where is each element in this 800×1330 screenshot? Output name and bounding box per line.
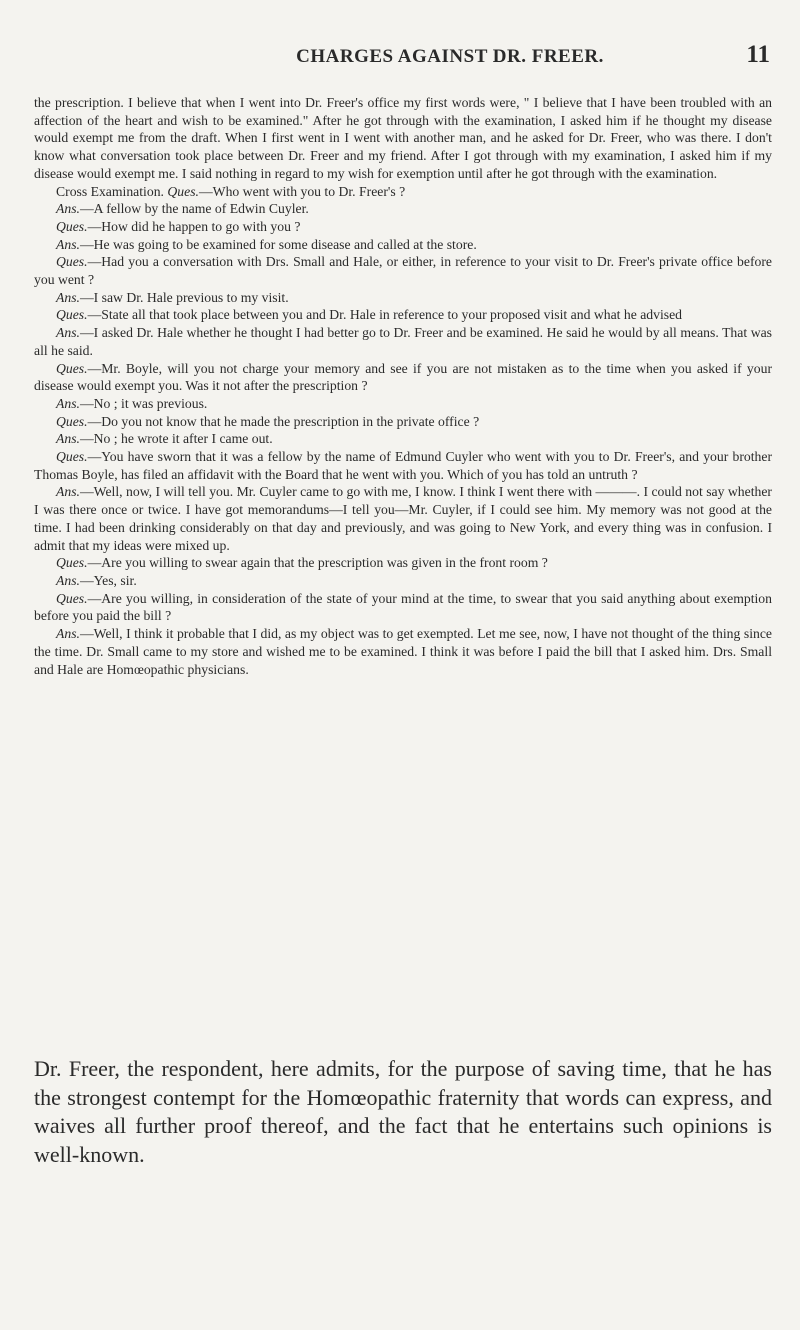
question-text: —How did he happen to go with you ? xyxy=(87,218,301,234)
qa-paragraph xyxy=(34,572,772,590)
question-label: Ques. xyxy=(56,590,88,606)
qa-paragraph xyxy=(34,236,772,254)
answer-text: —He was going to be examined for some disease and called at the store. xyxy=(79,236,477,252)
answer-label: Ans. xyxy=(56,626,80,642)
qa-paragraph xyxy=(34,395,772,413)
question-text: —State all that took place between you and Dr. Hale in reference to your proposed visit and what he advised xyxy=(87,307,683,323)
answer-text: —I asked Dr. Hale whether he thought I had better go to Dr. Freer and be examined. He said he would by all means. That was all he said. xyxy=(34,325,772,358)
answer-text: —Well, I think it probable that I did, as my object was to get exempted. Let me see, now, I have not thought of the thing since the time. Dr. Small came to my store and wished me to be examined. I think it was before I paid the bill that I asked him. Drs. Small and Hale are Homœopathic physicians. xyxy=(34,626,772,677)
qa-paragraph xyxy=(34,324,772,359)
running-head: CHARGES AGAINST DR. FREER. xyxy=(296,46,604,67)
intro-paragraph: the prescription. I believe that when I went into Dr. Freer's office my first words were, " I believe that I have been troubled with an affection of the heart and wish to be examined." After he got through with the examination, I asked him if he thought my disease would exempt me from the draft. When I first went in I went with another man, and he asked for Dr. Freer, who was there. I don't know what conversation took place between Dr. Freer and my friend. After I got through with my examination, I asked him if my disease would exempt me. I said nothing in regard to my wish for exemption until after he got through with the examination. xyxy=(34,95,772,181)
answer-label: Ans. xyxy=(56,572,80,588)
qa-paragraph xyxy=(34,253,772,288)
answer-label: Ans. xyxy=(56,201,80,217)
question-label: Ques. xyxy=(56,307,88,323)
qa-paragraph xyxy=(34,218,772,236)
question-label: Ques. xyxy=(56,360,88,376)
qa-paragraph xyxy=(34,200,772,218)
question-label: Ques. xyxy=(56,413,88,429)
testimony-text xyxy=(34,94,772,678)
qa-paragraph xyxy=(34,360,772,395)
qa-paragraph xyxy=(34,430,772,448)
answer-text: —Well, now, I will tell you. Mr. Cuyler came to go with me, I know. I think I went there with ———. I could not say whether I was there once or twice. I have got memorandums—I tell you—Mr. Cuyler, if I could see him. My memory was not good at the time. I had been drinking considerably on that day and previously, and was going to New York, and every thing was in confusion. I admit that my ideas were mixed up. xyxy=(34,484,772,553)
qa-paragraph xyxy=(34,448,772,483)
question-text: —Had you a conversation with Drs. Small and Hale, or either, in reference to your visit to Dr. Freer's private office before you went ? xyxy=(34,254,772,288)
answer-text: —A fellow by the name of Edwin Cuyler. xyxy=(79,201,309,217)
answer-label: Ans. xyxy=(56,325,80,341)
answer-label: Ans. xyxy=(56,484,80,500)
page-header xyxy=(230,41,770,76)
answer-text: —No ; he wrote it after I came out. xyxy=(79,431,273,447)
cross-examination-label: Cross Examination. xyxy=(56,183,164,199)
qa-paragraph xyxy=(34,483,772,554)
question-label: Ques. xyxy=(56,555,88,571)
question-text: —You have sworn that it was a fellow by the name of Edmund Cuyler who went with you to Dr. Freer's, and your brother Thomas Boyle, has filed an affidavit with the Board that he went with you. Which of you has told an untruth ? xyxy=(34,449,772,482)
closing-statement xyxy=(34,1055,772,1169)
answer-label: Ans. xyxy=(56,236,80,252)
page-number: 11 xyxy=(746,41,770,68)
answer-label: Ans. xyxy=(56,431,80,447)
question-label: Ques. xyxy=(56,218,88,234)
question-text: —Who went with you to Dr. Freer's ? xyxy=(198,183,406,199)
answer-text: —No ; it was previous. xyxy=(79,395,208,411)
qa-paragraph xyxy=(34,625,772,678)
qa-paragraph xyxy=(34,306,772,324)
qa-paragraph xyxy=(34,590,772,625)
question-text: —Are you willing to swear again that the prescription was given in the front room ? xyxy=(87,555,548,571)
qa-paragraph xyxy=(34,183,772,201)
answer-label: Ans. xyxy=(56,289,80,305)
qa-paragraph xyxy=(34,289,772,307)
question-label: Ques. xyxy=(167,183,199,199)
answer-text: —I saw Dr. Hale previous to my visit. xyxy=(79,289,289,305)
question-text: —Mr. Boyle, will you not charge your memory and see if you are not mistaken as to the time when you asked if your disease would exempt you. Was it not after the prescription ? xyxy=(34,360,772,394)
answer-text: —Yes, sir. xyxy=(79,572,137,588)
question-label: Ques. xyxy=(56,254,88,270)
qa-paragraph xyxy=(34,413,772,431)
closing-paragraph: Dr. Freer, the respondent, here admits, for the purpose of saving time, that he has the strongest contempt for the Homœopathic fraternity that words can express, and waives all further proof thereof, and the fact that he entertains such opinions is well-known. xyxy=(34,1056,772,1167)
answer-label: Ans. xyxy=(56,395,80,411)
question-text: —Are you willing, in consideration of the state of your mind at the time, to swear that you said anything about exemption before you paid the bill ? xyxy=(34,590,772,624)
qa-paragraph xyxy=(34,554,772,572)
question-text: —Do you not know that he made the prescription in the private office ? xyxy=(87,413,480,429)
question-label: Ques. xyxy=(56,449,88,465)
